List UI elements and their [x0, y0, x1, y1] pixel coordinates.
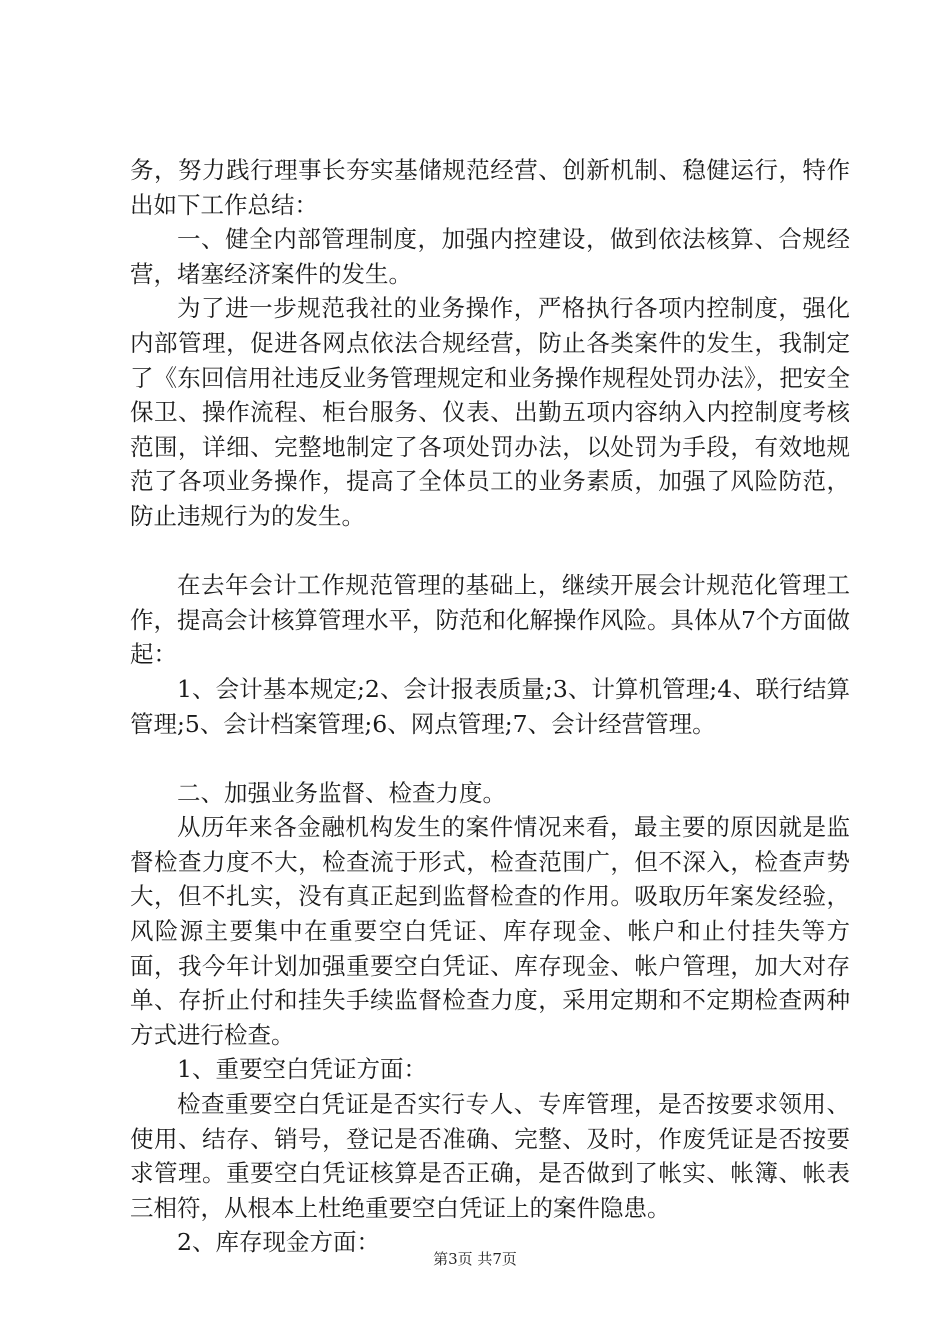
- section-heading-1: 一、健全内部管理制度，加强内控建设，做到依法核算、合规经营，堵塞经济案件的发生。: [130, 225, 850, 288]
- subheading: 2、库存现金方面：: [177, 1228, 380, 1257]
- section-heading-2: 二、加强业务监督、检查力度。: [177, 778, 506, 807]
- paragraph: 为了进一步规范我社的业务操作，严格执行各项内控制度，强化内部管理，促进各网点依法合规经营，防止各类案件的发生，我制定了《东回信用社违反业务管理规定和业务操作规程处罚办法》，把安全保卫、操作流程、柜台服务、仪表、出勤五项内容纳入内控制度考核范围，详细、完整地制定了各项处罚办法，以处罚为手段，有效地规范了各项业务操作，提高了全体员工的业务素质，加强了风险防范，防止违规行为的发生。: [130, 294, 850, 530]
- paragraph: 从历年来各金融机构发生的案件情况来看，最主要的原因就是监督检查力度不大，检查流于形式，检查范围广，但不深入，检查声势大，但不扎实，没有真正起到监督检查的作用。吸取历年案发经验，风险源主要集中在重要空白凭证、库存现金、帐户和止付挂失等方面，我今年计划加强重要空白凭证、库存现金、帐户管理，加大对存单、存折止付和挂失手续监督检查力度，采用定期和不定期检查两种方式进行检查。: [130, 813, 850, 1049]
- paragraph: 检查重要空白凭证是否实行专人、专库管理，是否按要求领用、使用、结存、销号，登记是否准确、完整、及时，作废凭证是否按要求管理。重要空白凭证核算是否正确，是否做到了帐实、帐簿、帐表三相符，从根本上杜绝重要空白凭证上的案件隐患。: [130, 1090, 850, 1222]
- paragraph-continuation: 务，努力践行理事长夯实基储规范经营、创新机制、稳健运行，特作出如下工作总结：: [130, 156, 850, 219]
- subheading: 1、重要空白凭证方面：: [177, 1055, 427, 1084]
- document-body: [130, 153, 850, 1260]
- paragraph: 在去年会计工作规范管理的基础上，继续开展会计规范化管理工作，提高会计核算管理水平，防范和化解操作风险。具体从7个方面做起：: [130, 571, 850, 669]
- page-number: 第3页 共7页: [433, 1250, 517, 1268]
- list-paragraph: 1、会计基本规定;2、会计报表质量;3、计算机管理;4、联行结算管理;5、会计档案管理;6、网点管理;7、会计经营管理。: [130, 674, 850, 738]
